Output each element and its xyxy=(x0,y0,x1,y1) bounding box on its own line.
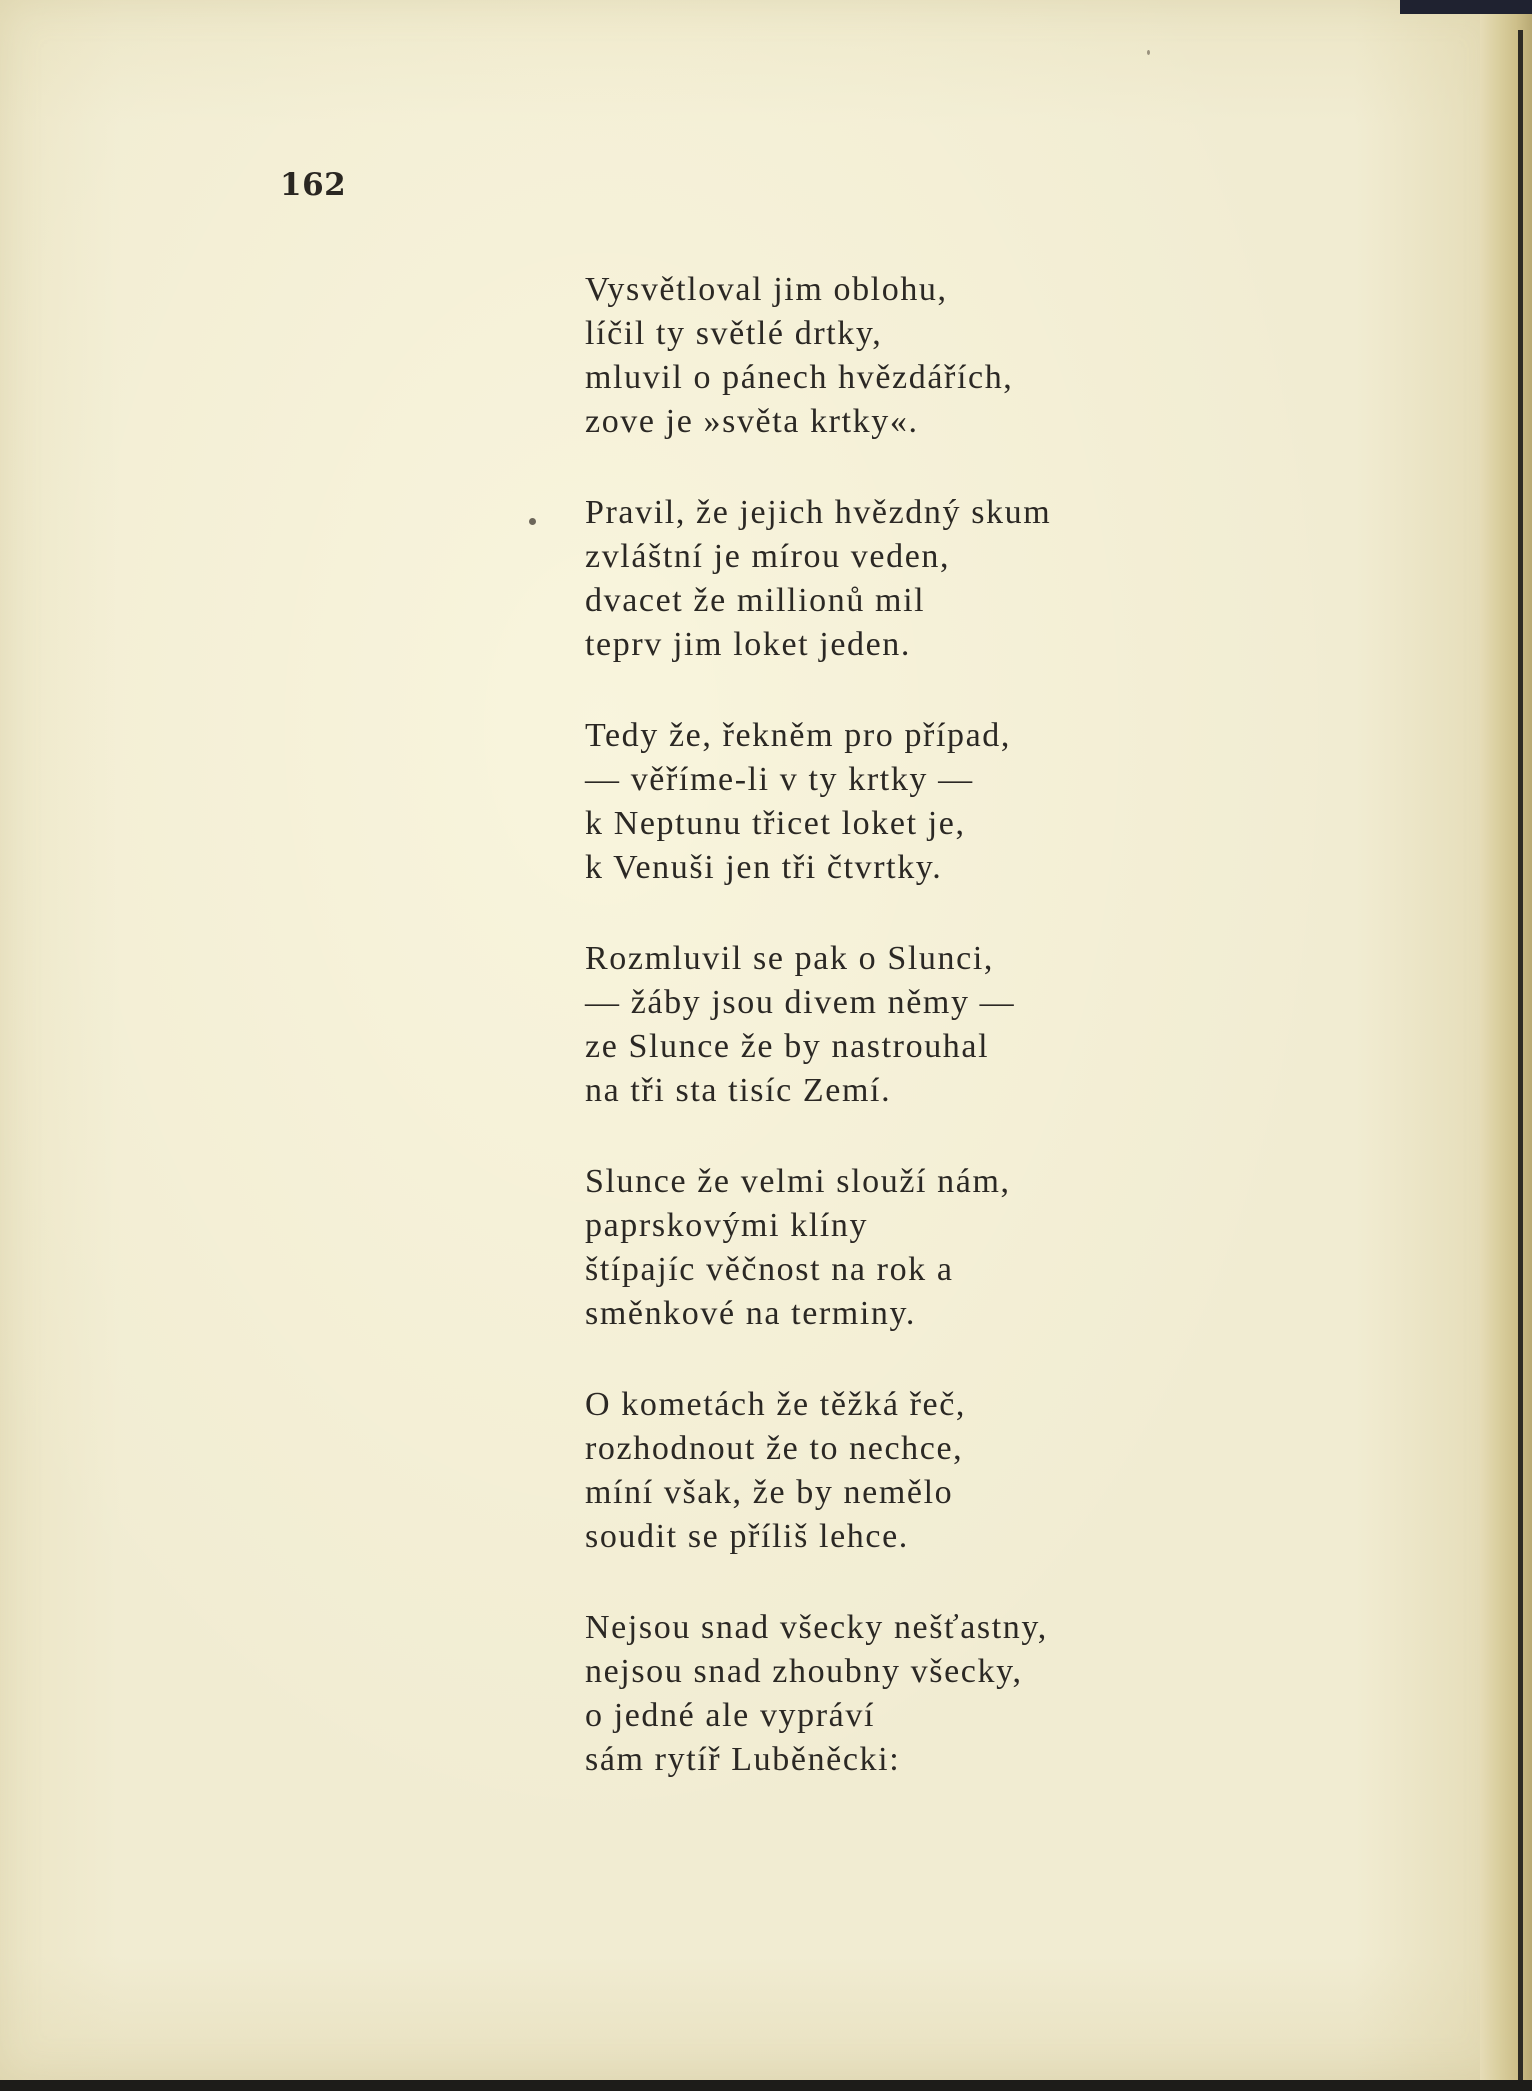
poem-line: míní však, že by nemělo xyxy=(585,1474,954,1511)
poem-line: ze Slunce že by nastrouhal xyxy=(585,1028,990,1065)
ink-speck xyxy=(529,518,536,525)
poem-line: Slunce že velmi slouží nám, xyxy=(585,1163,1011,1200)
poem-line: dvacet že millionů mil xyxy=(585,582,926,619)
binding-edge xyxy=(1518,30,1523,2080)
stanza xyxy=(585,937,1285,1113)
poem-line: Nejsou snad všecky nešťastny, xyxy=(585,1609,1048,1646)
poem-line: Tedy že, řekněm pro případ, xyxy=(585,717,1011,754)
poem-line: rozhodnout že to nechce, xyxy=(585,1430,964,1467)
stanza xyxy=(585,491,1285,667)
stanza xyxy=(585,1160,1285,1336)
poem-line: zove je »světa krtky«. xyxy=(585,403,919,440)
page-edge xyxy=(1480,0,1532,2091)
poem-line: paprskovými klíny xyxy=(585,1207,869,1244)
ink-speck xyxy=(1147,50,1150,55)
scan-border-top xyxy=(1400,0,1532,14)
poem-line: na tři sta tisíc Zemí. xyxy=(585,1072,892,1109)
poem-line: Vysvětloval jim oblohu, xyxy=(585,271,948,308)
poem-line: směnkové na terminy. xyxy=(585,1295,916,1332)
poem-line: — věříme-li v ty krtky — xyxy=(585,761,974,798)
poem-line: sám rytíř Luběněcki: xyxy=(585,1741,901,1778)
stanza xyxy=(585,1383,1285,1559)
poem-line: O kometách že těžká řeč, xyxy=(585,1386,967,1423)
stanza xyxy=(585,1606,1285,1782)
poem-line: k Neptunu třicet loket je, xyxy=(585,805,966,842)
poem xyxy=(585,268,1285,1829)
poem-line: Rozmluvil se pak o Slunci, xyxy=(585,940,994,977)
scan-border-bottom xyxy=(0,2080,1532,2091)
poem-line: soudit se příliš lehce. xyxy=(585,1518,909,1555)
poem-line: Pravil, že jejich hvězdný skum xyxy=(585,494,1052,531)
page-number: 162 xyxy=(280,167,347,203)
poem-line: líčil ty světlé drtky, xyxy=(585,315,883,352)
poem-line: — žáby jsou divem němy — xyxy=(585,984,1016,1021)
stanza xyxy=(585,714,1285,890)
stanza xyxy=(585,268,1285,444)
poem-line: štípajíc věčnost na rok a xyxy=(585,1251,954,1288)
poem-line: k Venuši jen tři čtvrtky. xyxy=(585,849,943,886)
poem-line: nejsou snad zhoubny všecky, xyxy=(585,1653,1023,1690)
poem-line: teprv jim loket jeden. xyxy=(585,626,912,663)
poem-line: o jedné ale vypráví xyxy=(585,1697,876,1734)
poem-line: zvláštní je mírou veden, xyxy=(585,538,951,575)
poem-line: mluvil o pánech hvězdářích, xyxy=(585,359,1014,396)
